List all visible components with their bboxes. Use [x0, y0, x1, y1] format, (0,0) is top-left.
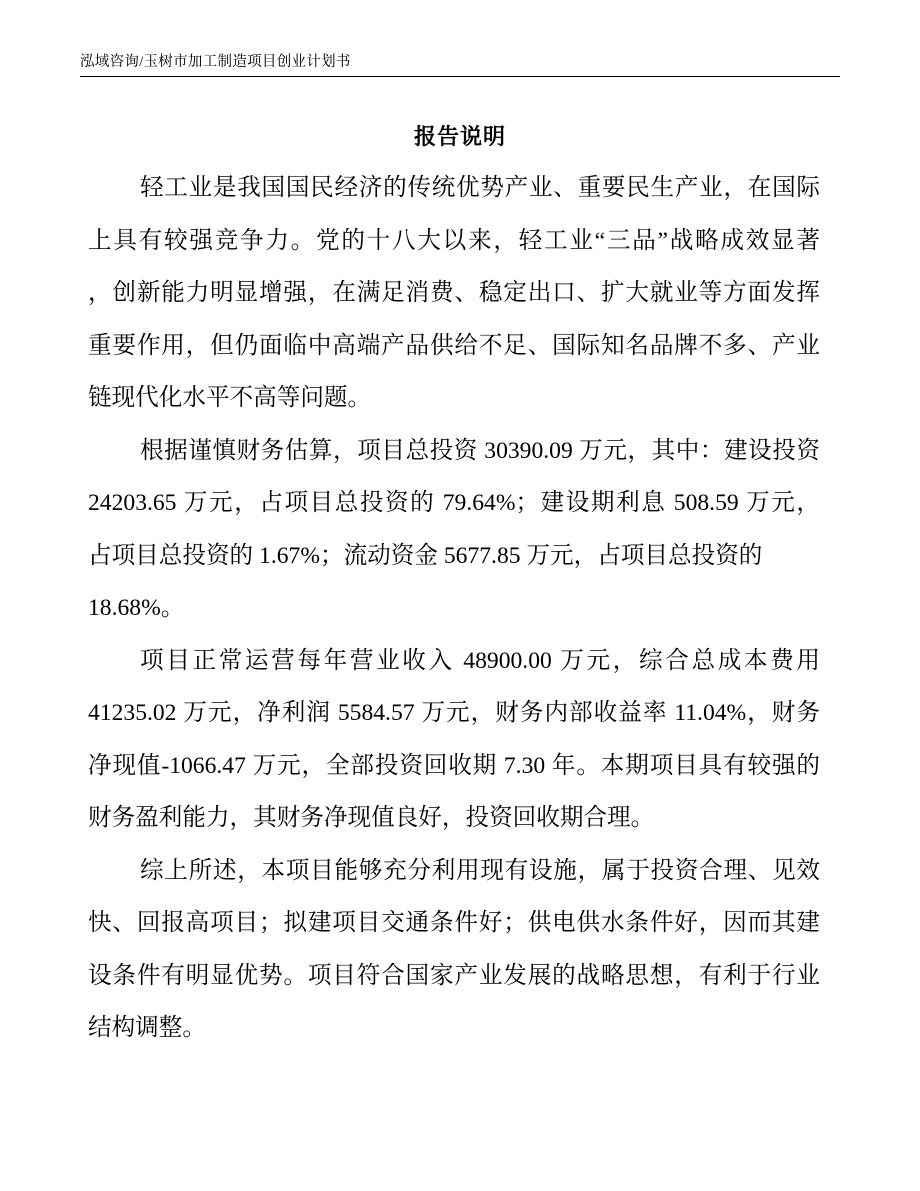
running-header: 泓域咨询/玉树市加工制造项目创业计划书	[80, 54, 351, 70]
paragraph-line: ，创新能力明显增强，在满足消费、稳定出口、扩大就业等方面发挥	[88, 280, 820, 306]
paragraph-conclusion	[88, 845, 820, 1055]
paragraph-line: 重要作用，但仍面临中高端产品供给不足、国际知名品牌不多、产业	[88, 332, 820, 359]
header-rule	[80, 76, 840, 77]
paragraph-line: 占项目总投资的 1.67%；流动资金 5677.85 万元，占项目总投资的	[88, 542, 763, 569]
paragraph-line: 快、回报高项目；拟建项目交通条件好；供电供水条件好，因而其建	[88, 910, 820, 936]
paragraph-line: 链现代化水平不高等问题。	[88, 385, 372, 411]
paragraph-line: 综上所述，本项目能够充分利用现有设施，属于投资合理、见效	[140, 857, 820, 884]
section-title: 报告说明	[413, 124, 506, 149]
paragraph-line: 24203.65 万元，占项目总投资的 79.64%；建设期利息 508.59 万元，	[88, 490, 820, 516]
paragraph-line: 项目正常运营每年营业收入 48900.00 万元，综合总成本费用	[140, 647, 820, 674]
paragraph-investment-estimate	[88, 425, 820, 635]
paragraph-line: 财务盈利能力，其财务净现值良好，投资回收期合理。	[88, 805, 655, 831]
paragraph-line: 41235.02 万元，净利润 5584.57 万元，财务内部收益率 11.04%，财务	[88, 700, 820, 726]
paragraph-line: 结构调整。	[88, 1015, 206, 1041]
paragraph-financial-indicators	[88, 635, 820, 845]
paragraph-line: 设条件有明显优势。项目符合国家产业发展的战略思想，有利于行业	[88, 962, 820, 989]
paragraph-industry-background	[88, 162, 820, 425]
paragraph-line: 轻工业是我国国民经济的传统优势产业、重要民生产业，在国际	[140, 175, 820, 201]
paragraph-line: 上具有较强竞争力。党的十八大以来，轻工业“三品”战略成效显著	[88, 227, 820, 254]
report-body	[88, 162, 820, 1055]
paragraph-line: 净现值-1066.47 万元，全部投资回收期 7.30 年。本期项目具有较强的	[88, 752, 820, 779]
paragraph-line: 根据谨慎财务估算，项目总投资 30390.09 万元，其中：建设投资	[140, 437, 820, 464]
paragraph-line: 18.68%。	[88, 595, 185, 621]
